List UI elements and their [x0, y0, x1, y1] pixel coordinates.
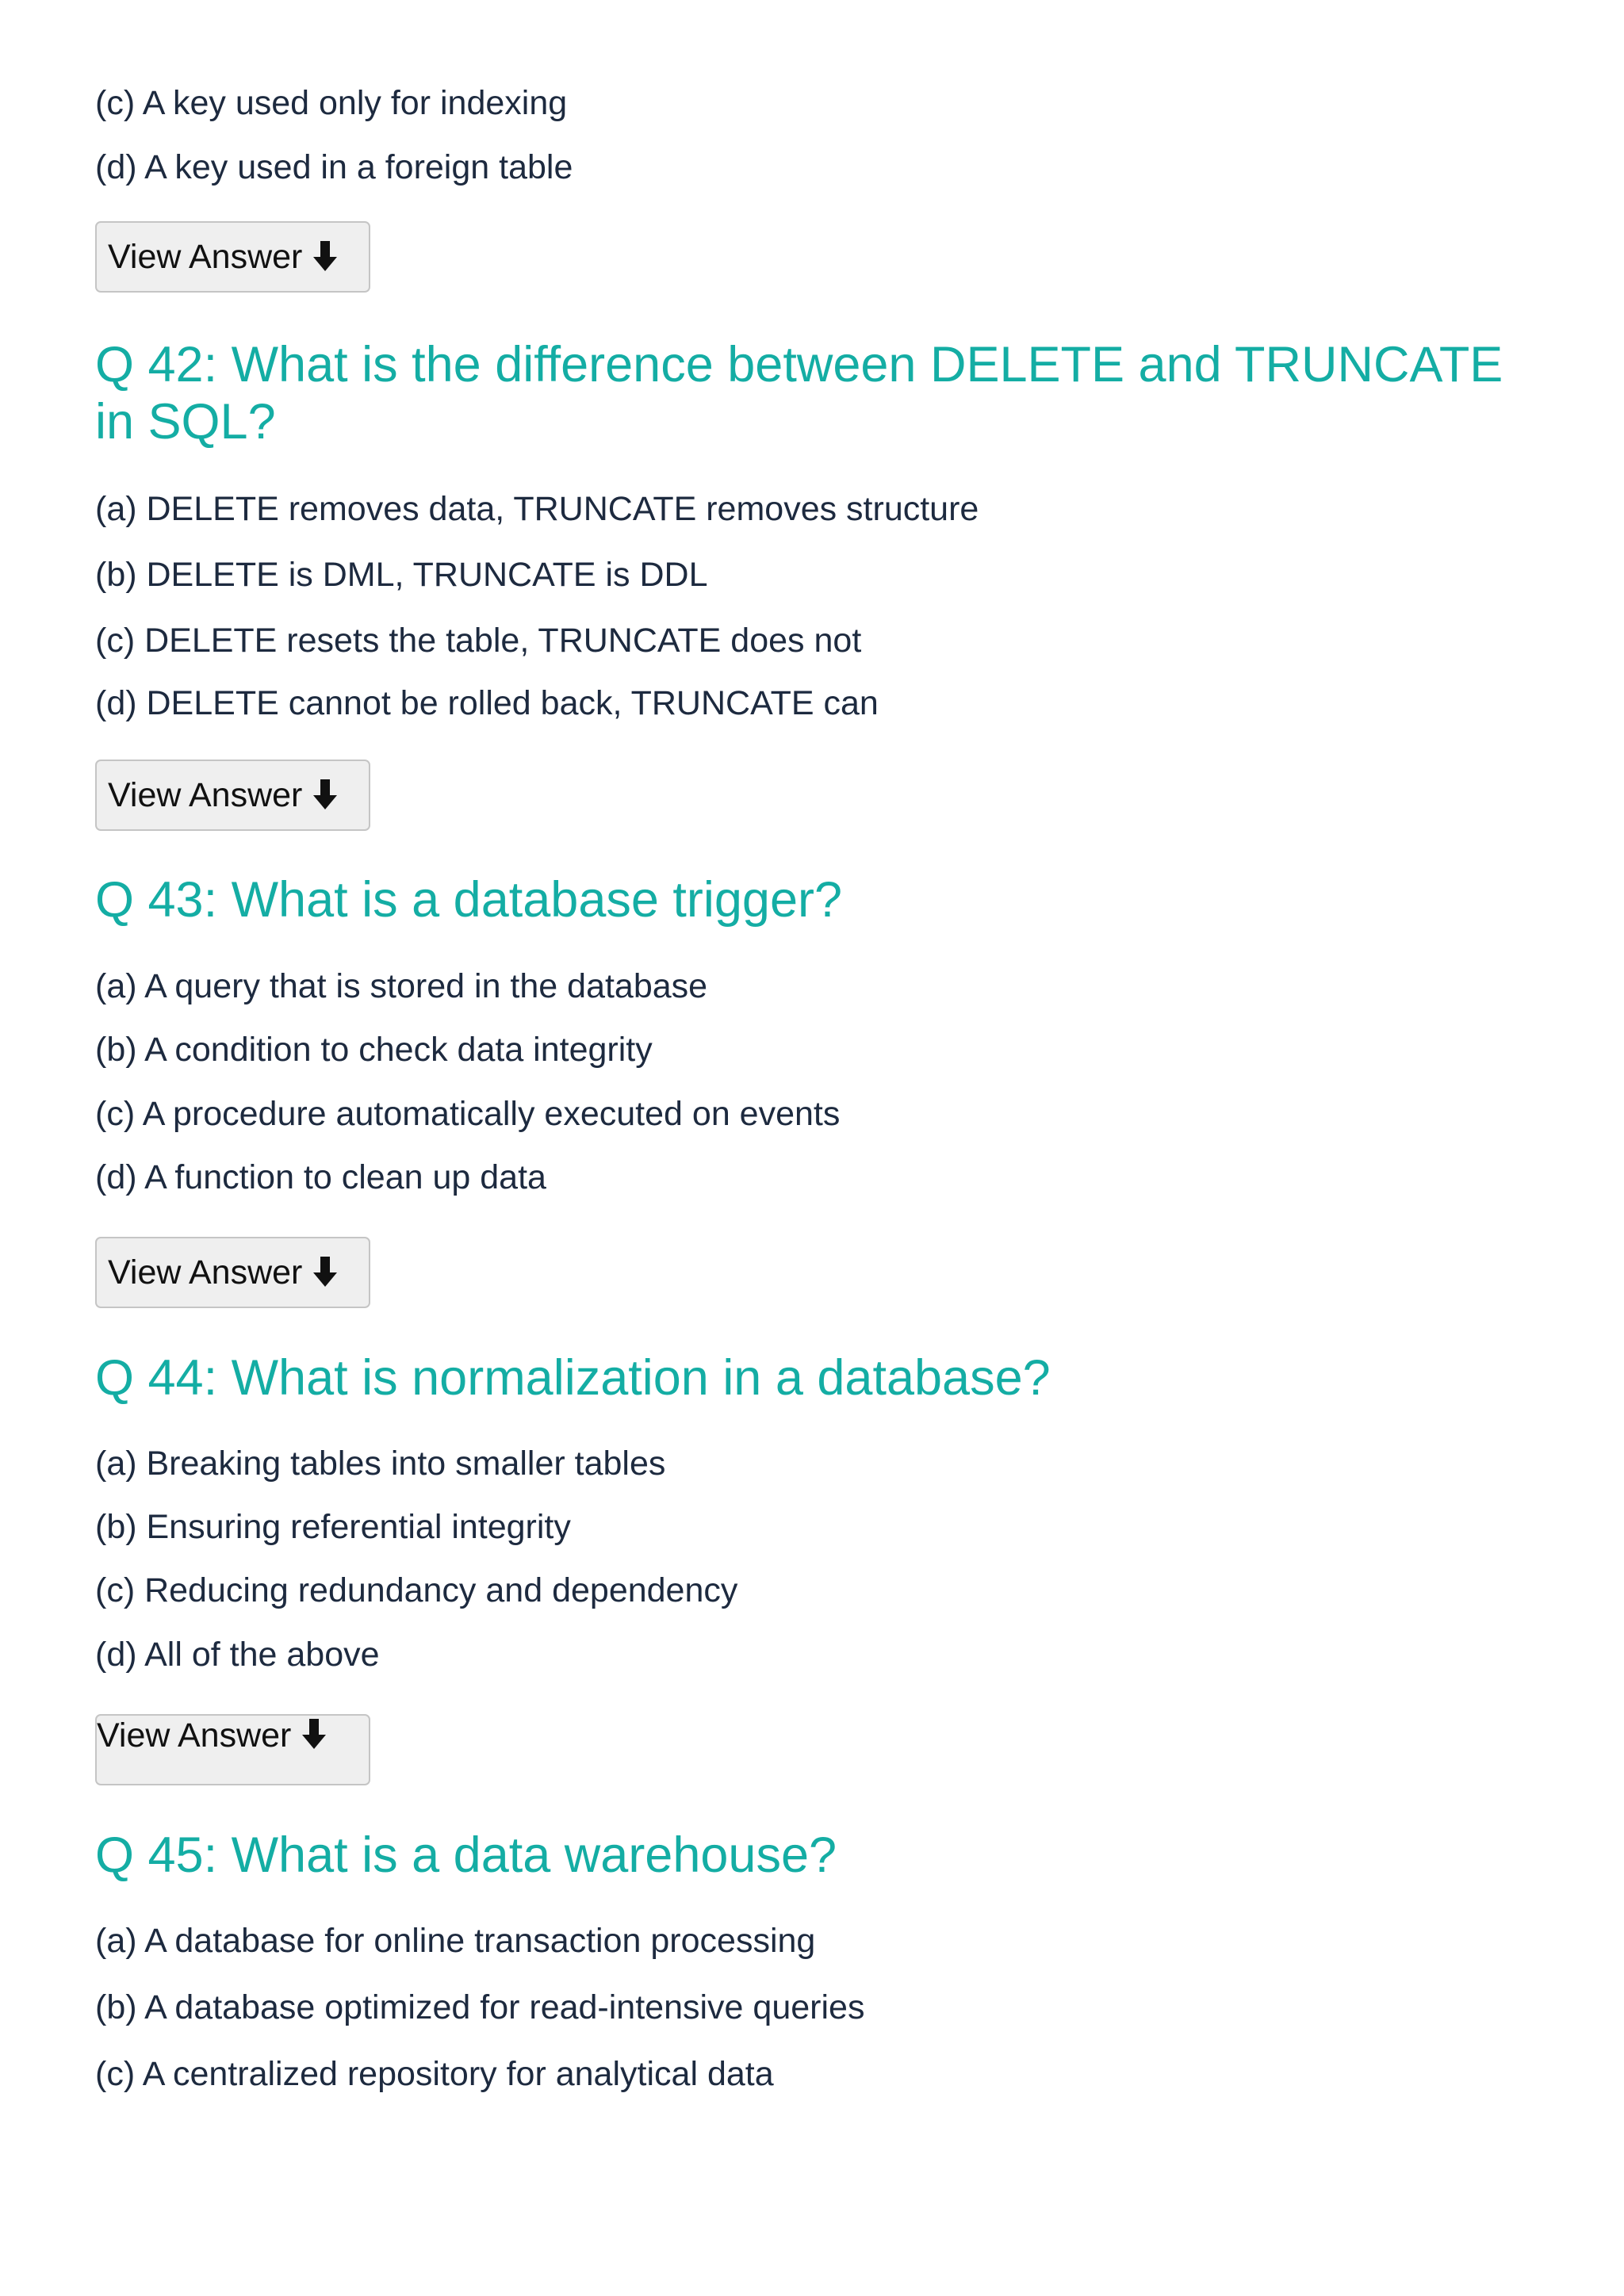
option-a: (a) A query that is stored in the database: [95, 967, 708, 1005]
question-42-title: Q 42: What is the difference between DELETE and TRUNCATE in SQL?: [95, 337, 1503, 450]
option-b: (b) A condition to check data integrity: [95, 1031, 653, 1069]
view-answer-button[interactable]: [95, 1237, 370, 1308]
option-c: (c) A centralized repository for analytical data: [95, 2055, 774, 2093]
view-answer-label: View Answer: [108, 1253, 303, 1292]
option-b: (b) DELETE is DML, TRUNCATE is DDL: [95, 556, 708, 594]
option-c: (c) DELETE resets the table, TRUNCATE does not: [95, 622, 862, 660]
option-b: (b) A database optimized for read-intensive queries: [95, 1988, 865, 2026]
view-answer-button[interactable]: [95, 1714, 370, 1785]
option-d: (d) A function to clean up data: [95, 1158, 546, 1196]
option-a: (a) DELETE removes data, TRUNCATE removes structure: [95, 490, 979, 528]
option-a: (a) Breaking tables into smaller tables: [95, 1445, 666, 1483]
option-d: (d) DELETE cannot be rolled back, TRUNCATE can: [95, 684, 879, 722]
down-arrow-icon: [313, 779, 337, 811]
question-44-title: Q 44: What is normalization in a database?: [95, 1350, 1051, 1406]
view-answer-button[interactable]: [95, 221, 370, 293]
option-c: (c) A procedure automatically executed on events: [95, 1095, 841, 1133]
option-d: (d) All of the above: [95, 1636, 380, 1674]
view-answer-label: View Answer: [97, 1716, 292, 1755]
option-a: (a) A database for online transaction processing: [95, 1922, 816, 1960]
view-answer-label: View Answer: [108, 775, 303, 814]
down-arrow-icon: [313, 1257, 337, 1288]
question-45-title: Q 45: What is a data warehouse?: [95, 1827, 837, 1883]
view-answer-label: View Answer: [108, 237, 303, 276]
option-c: (c) A key used only for indexing: [95, 84, 568, 122]
view-answer-button[interactable]: [95, 760, 370, 831]
down-arrow-icon: [313, 241, 337, 273]
option-c: (c) Reducing redundancy and dependency: [95, 1571, 738, 1609]
option-d: (d) A key used in a foreign table: [95, 148, 573, 186]
question-43-title: Q 43: What is a database trigger?: [95, 872, 843, 928]
option-b: (b) Ensuring referential integrity: [95, 1508, 571, 1546]
down-arrow-icon: [302, 1719, 326, 1751]
